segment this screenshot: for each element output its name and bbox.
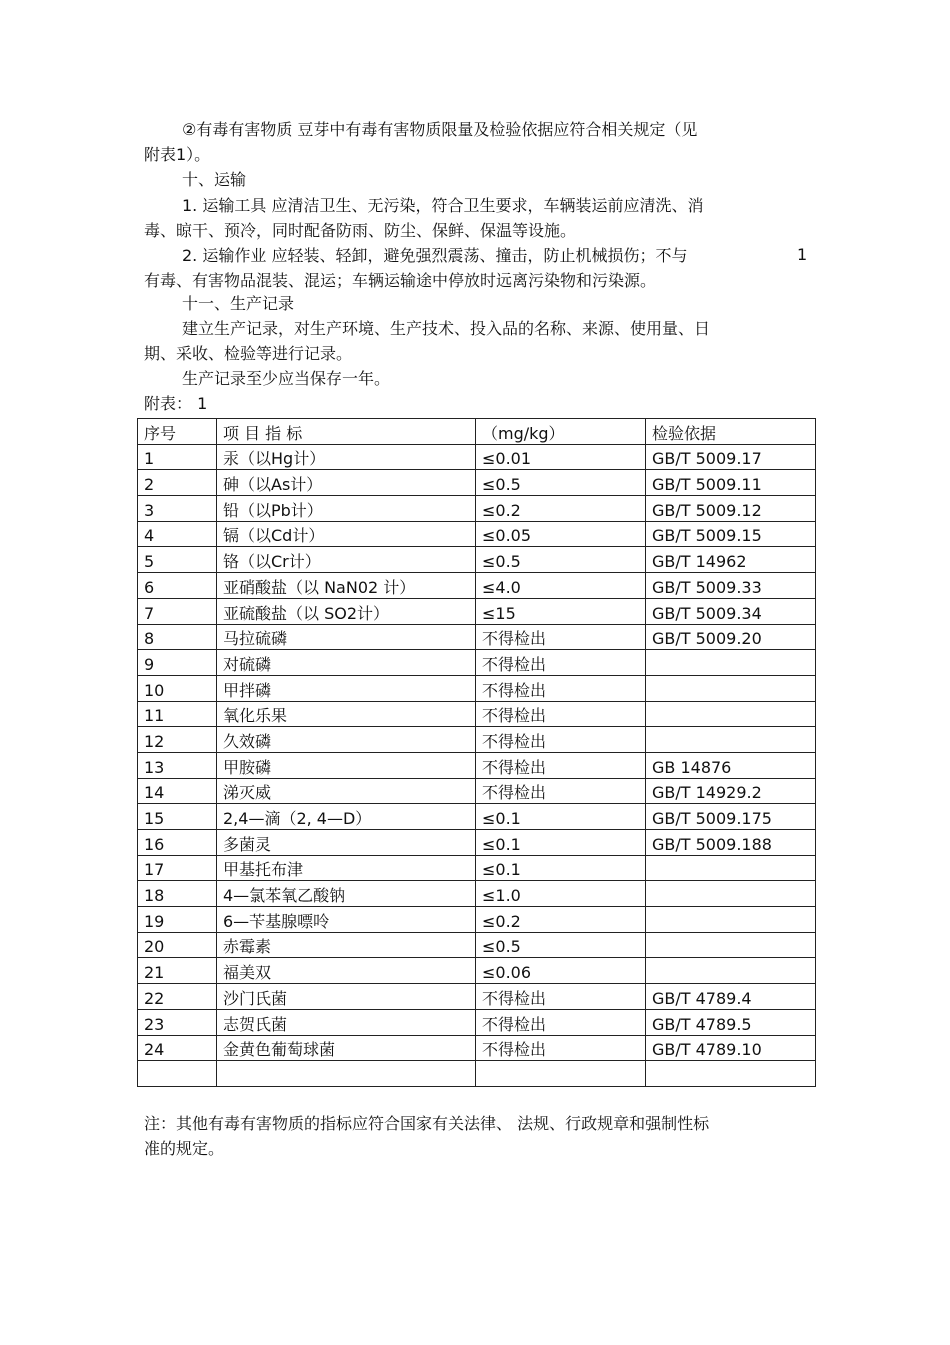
note-cont: 准的规定。 [144, 1139, 225, 1158]
cell-no: 2 [138, 470, 217, 496]
cell-limit: ≤0.1 [476, 804, 646, 830]
cell-limit: ≤0.2 [476, 907, 646, 933]
cell-limit: ≤0.05 [476, 521, 646, 547]
cell-limit: 不得检出 [476, 727, 646, 753]
cell-method: GB 14876 [646, 752, 816, 778]
cell-limit: 不得检出 [476, 650, 646, 676]
cell-no: 9 [138, 650, 217, 676]
cell-item: 甲胺磷 [217, 752, 476, 778]
cell-limit: 不得检出 [476, 778, 646, 804]
cell-no: 24 [138, 1035, 217, 1061]
table-row [138, 1009, 816, 1035]
cell-item: 甲拌磷 [217, 675, 476, 701]
cell-item: 涕灭威 [217, 778, 476, 804]
cell-limit: ≤1.0 [476, 881, 646, 907]
cell-no: 11 [138, 701, 217, 727]
paragraph-records-cont: 期、采收、检验等进行记录。 [144, 344, 353, 363]
cell-method: GB/T 5009.33 [646, 573, 816, 599]
cell-method [646, 1061, 816, 1087]
cell-item: 甲基托布津 [217, 855, 476, 881]
cell-no: 5 [138, 547, 217, 573]
cell-method [646, 675, 816, 701]
table-row [138, 932, 816, 958]
cell-method [646, 932, 816, 958]
cell-no: 20 [138, 932, 217, 958]
cell-limit: 不得检出 [476, 1009, 646, 1035]
header-limit: （mg/kg） [476, 419, 646, 445]
cell-item: 砷（以As计） [217, 470, 476, 496]
cell-item: 多菌灵 [217, 830, 476, 856]
cell-item: 金黄色葡萄球菌 [217, 1035, 476, 1061]
table-row [138, 778, 816, 804]
table-row [138, 752, 816, 778]
page-number: 1 [797, 245, 808, 264]
cell-method: GB/T 5009.17 [646, 444, 816, 470]
cell-limit: ≤0.01 [476, 444, 646, 470]
cell-item: 铬（以Cr计） [217, 547, 476, 573]
cell-no: 7 [138, 598, 217, 624]
paragraph-toxic-substances-cont: 附表1）。 [144, 145, 211, 164]
cell-no: 14 [138, 778, 217, 804]
cell-no: 21 [138, 958, 217, 984]
cell-limit: 不得检出 [476, 675, 646, 701]
cell-no: 15 [138, 804, 217, 830]
cell-method: GB/T 5009.11 [646, 470, 816, 496]
paragraph-toxic-substances: ②有毒有害物质 豆芽中有毒有害物质限量及检验依据应符合相关规定（见 [182, 120, 698, 139]
cell-no [138, 1061, 217, 1087]
cell-method: GB/T 4789.4 [646, 984, 816, 1010]
cell-method: GB/T 5009.34 [646, 598, 816, 624]
cell-limit: 不得检出 [476, 1035, 646, 1061]
table-row [138, 907, 816, 933]
cell-limit: 不得检出 [476, 984, 646, 1010]
paragraph-transport-operation-cont: 有毒、有害物品混装、混运；车辆运输途中停放时远离污染物和污染源。 [144, 271, 657, 290]
table-row [138, 701, 816, 727]
table-row [138, 650, 816, 676]
cell-limit: ≤0.1 [476, 830, 646, 856]
cell-item: 赤霉素 [217, 932, 476, 958]
cell-item: 6—苄基腺嘌呤 [217, 907, 476, 933]
cell-no: 18 [138, 881, 217, 907]
table-row [138, 470, 816, 496]
appendix-label: 附表： 1 [144, 394, 208, 413]
heading-production-records: 十一、生产记录 [182, 294, 295, 313]
cell-method [646, 907, 816, 933]
cell-method: GB/T 5009.12 [646, 496, 816, 522]
cell-limit: ≤15 [476, 598, 646, 624]
cell-item: 志贺氏菌 [217, 1009, 476, 1035]
cell-limit: ≤0.5 [476, 932, 646, 958]
cell-method: GB/T 14962 [646, 547, 816, 573]
cell-method: GB/T 4789.5 [646, 1009, 816, 1035]
cell-item: 铅（以Pb计） [217, 496, 476, 522]
cell-limit: ≤0.2 [476, 496, 646, 522]
cell-item: 亚硝酸盐（以 NaN02 计） [217, 573, 476, 599]
table-row [138, 598, 816, 624]
cell-item: 4—氯苯氧乙酸钠 [217, 881, 476, 907]
cell-no: 1 [138, 444, 217, 470]
cell-method [646, 727, 816, 753]
cell-method [646, 650, 816, 676]
cell-limit: 不得检出 [476, 701, 646, 727]
cell-no: 16 [138, 830, 217, 856]
cell-no: 22 [138, 984, 217, 1010]
cell-no: 8 [138, 624, 217, 650]
cell-item: 镉（以Cd计） [217, 521, 476, 547]
paragraph-record-retention: 生产记录至少应当保存一年。 [182, 369, 391, 388]
limits-table [137, 418, 816, 1087]
table-row [138, 521, 816, 547]
table-row [138, 1061, 816, 1087]
cell-item: 氧化乐果 [217, 701, 476, 727]
cell-method: GB/T 5009.20 [646, 624, 816, 650]
cell-method: GB/T 14929.2 [646, 778, 816, 804]
table-row [138, 547, 816, 573]
heading-transport: 十、运输 [182, 170, 247, 189]
table-row [138, 855, 816, 881]
cell-no: 4 [138, 521, 217, 547]
cell-no: 10 [138, 675, 217, 701]
cell-item: 汞（以Hg计） [217, 444, 476, 470]
cell-limit: ≤0.1 [476, 855, 646, 881]
table-row [138, 830, 816, 856]
table-row [138, 1035, 816, 1061]
cell-item: 久效磷 [217, 727, 476, 753]
cell-item: 沙门氏菌 [217, 984, 476, 1010]
paragraph-transport-tools-cont: 毒、晾干、预冷，同时配备防雨、防尘、保鲜、保温等设施。 [144, 221, 577, 240]
note: 注：其他有毒有害物质的指标应符合国家有关法律、 法规、行政规章和强制性标 [144, 1114, 710, 1133]
cell-limit: 不得检出 [476, 624, 646, 650]
cell-item: 2,4—滴（2, 4—D） [217, 804, 476, 830]
table-row [138, 444, 816, 470]
cell-limit: 不得检出 [476, 752, 646, 778]
cell-method [646, 958, 816, 984]
table-row [138, 727, 816, 753]
cell-item: 亚硫酸盐（以 SO2计） [217, 598, 476, 624]
table-row [138, 984, 816, 1010]
table-row [138, 573, 816, 599]
table-row [138, 804, 816, 830]
cell-no: 17 [138, 855, 217, 881]
table-row [138, 881, 816, 907]
cell-method: GB/T 5009.188 [646, 830, 816, 856]
cell-item: 福美双 [217, 958, 476, 984]
cell-no: 6 [138, 573, 217, 599]
cell-limit [476, 1061, 646, 1087]
cell-item: 对硫磷 [217, 650, 476, 676]
table-row [138, 624, 816, 650]
cell-no: 12 [138, 727, 217, 753]
table-body [138, 444, 816, 1086]
cell-method [646, 881, 816, 907]
table-row [138, 496, 816, 522]
cell-method: GB/T 5009.175 [646, 804, 816, 830]
table-row [138, 675, 816, 701]
cell-no: 19 [138, 907, 217, 933]
header-method: 检验依据 [646, 419, 816, 445]
cell-method [646, 701, 816, 727]
paragraph-records: 建立生产记录，对生产环境、生产技术、投入品的名称、来源、使用量、日 [182, 319, 711, 338]
cell-method: GB/T 5009.15 [646, 521, 816, 547]
cell-no: 23 [138, 1009, 217, 1035]
paragraph-transport-operation: 2. 运输作业 应轻装、轻卸，避免强烈震荡、撞击，防止机械损伤；不与 [182, 246, 688, 265]
cell-item: 马拉硫磷 [217, 624, 476, 650]
header-no: 序号 [138, 419, 217, 445]
cell-limit: ≤0.5 [476, 547, 646, 573]
cell-no: 13 [138, 752, 217, 778]
header-item: 项 目 指 标 [217, 419, 476, 445]
cell-no: 3 [138, 496, 217, 522]
cell-limit: ≤4.0 [476, 573, 646, 599]
paragraph-transport-tools: 1. 运输工具 应清洁卫生、无污染，符合卫生要求，车辆装运前应清洗、消 [182, 196, 704, 215]
cell-item [217, 1061, 476, 1087]
cell-limit: ≤0.5 [476, 470, 646, 496]
table-header-row [138, 419, 816, 445]
table-row [138, 958, 816, 984]
cell-method: GB/T 4789.10 [646, 1035, 816, 1061]
cell-method [646, 855, 816, 881]
cell-limit: ≤0.06 [476, 958, 646, 984]
